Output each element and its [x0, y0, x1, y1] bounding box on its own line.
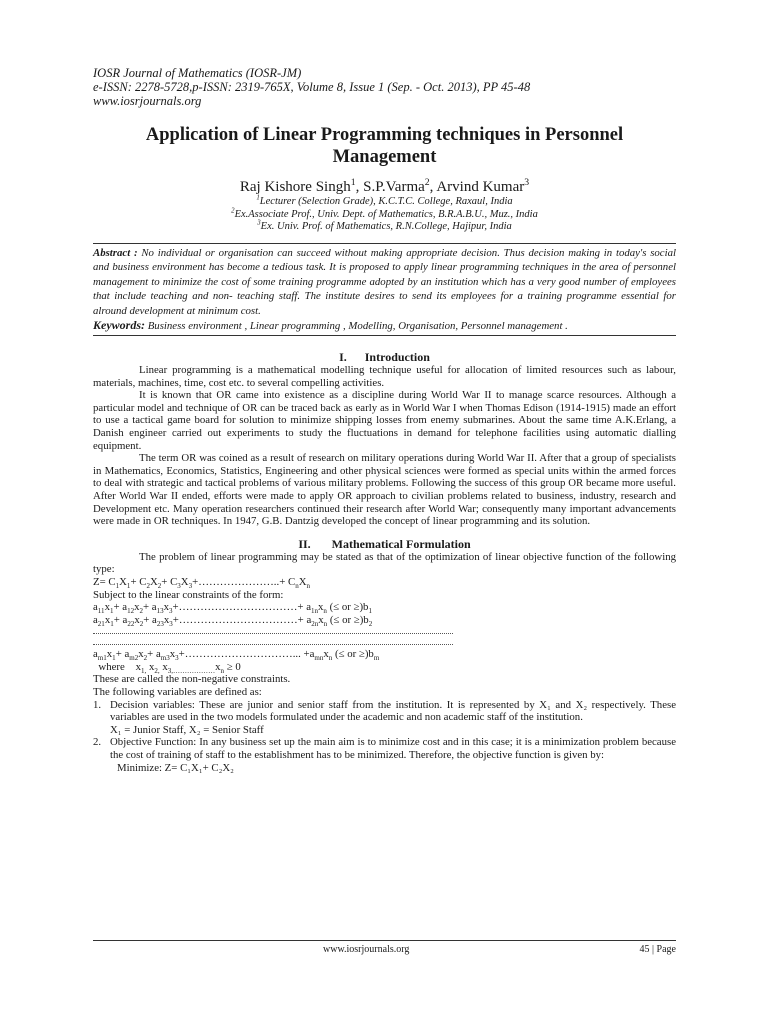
journal-site: www.iosrjournals.org	[93, 94, 202, 108]
dotted-divider	[93, 637, 453, 645]
author-line: Raj Kishore Singh$^1$, S.P.Varma$^2$, Arvind Kumar$^3$	[239, 177, 530, 195]
list-item: 1. Decision variables: These are junior and senior staff from the institution. It is represented by X₁ and X₂ respectively. These variables are used in the two models formulated under the academic and non academic staff of the institution.	[93, 698, 676, 724]
non-negative-condition: where $x_{1,}$ $x_{2,}$ $x_{3,\dots\dots\dots\dots\dots\dots}x_n \ge 0$	[93, 660, 241, 676]
staff-definition: X₁ = Junior Staff, X₂ = Senior Staff	[110, 723, 264, 736]
affiliation-3: $^3$Ex. Univ. Prof. of Mathematics, R.N.College, Hajipur, India	[257, 219, 512, 232]
paragraph: The term OR was coined as a result of research on military operations during World War II. After that a group of specialists in Mathematics, Economics, Statistics, Engineering and other physical sciences were formed as special units within the armed forces to deal with strategic and tactical problems of various military problems. Following the success of this group OR became more useful. After World War II ended, efforts were made to apply OR approach to civilian problems related to business, industry, research and Development etc. Many operation researchers continued their research after World War; consequently many important advancements were made in OR techniques. In 1947, G.B. Dantzig developed the concept of linear programming and its solution.	[93, 452, 676, 528]
keywords-text: Business environment , Linear programming , Modelling, Organisation, Personnel management .	[145, 320, 568, 332]
non-negative-text: These are called the non-negative constraints.	[93, 673, 291, 686]
abstract-label: Abstract :	[93, 246, 138, 259]
objective-equation: $Z= C_1X_1+ C_2X_2+$ $C_3X_3+\dots\dots\dots\dots\dots\dots\dots..+ C_nX_n$	[93, 575, 311, 591]
constraint-2: $a_{21}x_1+ a_{22}x_2+$ $a_{23}x_3+\dots\dots\dots\dots\dots\dots\dots\dots\dots\dots\dots+ a_{2n}x_n$ (≤ or $\ge)b_2$	[93, 613, 373, 628]
author-3: , Arvind Kumar	[429, 179, 525, 195]
keywords	[93, 318, 676, 336]
minimize-equation: Minimize: Z= C₁X₁+ C₂X₂	[117, 761, 234, 774]
list-item: 2. Objective Function: In any business set up the main aim is to minimize cost and in this case; it is a minimization problem because the cost of training of staff to the establishment has to be minimized. Therefore, the objective function is given by:	[93, 736, 676, 762]
constraint-1: $a_{11}x_1+ a_{12}x_2+$ $a_{13}x_3+\dots\dots\dots\dots\dots\dots\dots\dots\dots\dots\dots+ a_{1n}x_n$ (≤ or $\ge)b_1$	[93, 601, 372, 616]
paper-page	[93, 66, 676, 774]
footer-url: www.iosrjournals.org	[323, 944, 410, 955]
page-number: 45 | Page	[639, 944, 676, 955]
author-2: , S.P.Varma	[355, 179, 425, 195]
page-footer	[93, 940, 676, 955]
paper-title: Application of Linear Programming techniques in Personnel Management	[145, 125, 624, 167]
dotted-divider	[93, 626, 453, 634]
journal-name: IOSR Journal of Mathematics (IOSR-JM)	[93, 66, 302, 80]
abstract	[93, 243, 676, 319]
author-1: Raj Kishore Singh	[239, 179, 351, 195]
constraint-m: $a_{m1}x_1+ a_{m2}x_2+$ $a_{m3}x_3+\dots\dots\dots\dots\dots\dots\dots\dots\dots\dots$... $+a_{mn}x_n$ (≤ or $\ge)b_m$	[93, 648, 380, 663]
vars-intro: The following variables are defined as:	[93, 686, 262, 699]
abstract-text: No individual or organisation can succeed without making appropriate decision. Thus decision making in today's social and business environment has become a tedious task. It is proposed to apply linear programming techniques in the area of personnel management to minimize the cost of some training programme adopted by an institution which has a very good number of employees that include teaching and non- teaching staff. The institute desires to send its employees for a training programme essential for alround development at minimum cost.	[93, 246, 677, 317]
affiliation-2: $^2$Ex.Associate Prof., Univ. Dept. of Mathematics, B.R.A.B.U., Muz., India	[231, 207, 538, 220]
journal-issn: e-ISSN: 2278-5728,p-ISSN: 2319-765X, Volume 8, Issue 1 (Sep. - Oct. 2013), PP 45-48	[93, 80, 531, 94]
keywords-label: Keywords:	[93, 318, 145, 332]
section-1-heading: I. Introduction	[339, 350, 430, 364]
paragraph: Linear programming is a mathematical modelling technique useful for allocation of limited resources such as labour, materials, machines, time, cost etc. to several compelling activities.	[93, 364, 676, 389]
section-2-heading: II. Mathematical Formulation	[298, 536, 471, 551]
paragraph: It is known that OR came into existence as a discipline during World War II to manage scarce resources. Although a particular model and technique of OR can be traced back as early as in World War I when Thomas Edison (1914-1915) made an effort to use a tactical game board for solution to minimize shipping losses from enemy submarines. About the same time A.K.Erlang, a Danish engineer carried out experiments to study the fluctuations in demand for telephone facilities using automatic dialling equipment.	[93, 389, 676, 452]
paragraph: The problem of linear programming may be stated as that of the optimization of linear objective function of the following type:	[93, 550, 676, 576]
affiliation-1: $^1$Lecturer (Selection Grade), K.C.T.C. College, Raxaul, India	[256, 194, 513, 207]
constraints-intro: Subject to the linear constraints of the form:	[93, 588, 284, 601]
